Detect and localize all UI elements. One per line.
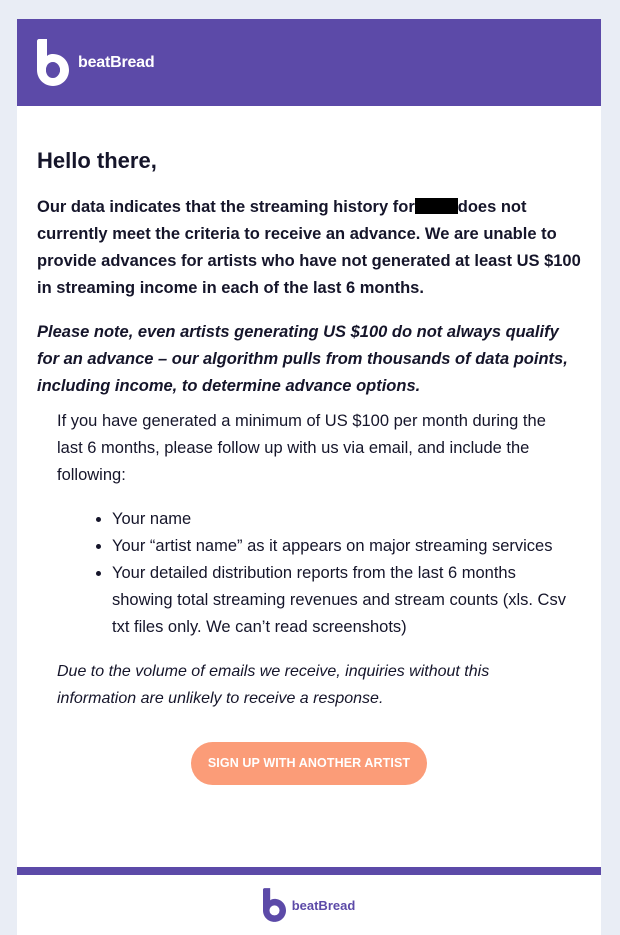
redacted-artist-name xyxy=(415,198,458,214)
brand-name: beatBread xyxy=(78,53,155,71)
follow-up-instructions: If you have generated a minimum of US $100 per month during the last 6 months, please follow up with us via email, and include the following: xyxy=(57,412,546,484)
requirements-list xyxy=(57,506,571,641)
beatbread-b-logo-icon xyxy=(263,888,286,922)
eligibility-text-start: Our data indicates that the streaming history for xyxy=(37,198,415,216)
cta-container xyxy=(37,742,581,785)
requirement-item: • Your detailed distribution reports from the last 6 months showing total streaming revenues and stream counts (xls. Csv txt files only. We can’t read screenshots) xyxy=(112,560,571,641)
requirement-item: • Your name xyxy=(112,506,571,533)
qualification-note: Please note, even artists generating US $100 do not always qualify for an advance – our algorithm pulls from thousands of data points, including income, to determine advance options. xyxy=(37,323,568,395)
email-header xyxy=(17,19,601,106)
eligibility-text-end: does not currently meet the criteria to receive an advance. We are unable to provide advances for artists who have not generated at least US $100 in streaming income in each of the last 6 months. xyxy=(37,198,581,297)
requirement-item: • Your “artist name” as it appears on major streaming services xyxy=(112,533,571,560)
footer-brand-name: beatBread xyxy=(291,897,356,913)
beatbread-b-logo-icon xyxy=(37,39,69,86)
follow-up-section xyxy=(37,408,581,712)
footer-divider xyxy=(17,867,601,875)
email-card xyxy=(17,19,601,935)
email-content xyxy=(17,106,601,785)
header-brand[interactable] xyxy=(37,39,154,86)
greeting-heading: Hello there, xyxy=(37,148,157,173)
response-disclaimer: Due to the volume of emails we receive, inquiries without this information are unlikely to receive a response. xyxy=(57,663,490,707)
email-footer xyxy=(17,875,601,935)
sign-up-another-artist-button[interactable]: SIGN UP WITH ANOTHER ARTIST xyxy=(191,742,427,785)
eligibility-paragraph xyxy=(37,194,581,302)
